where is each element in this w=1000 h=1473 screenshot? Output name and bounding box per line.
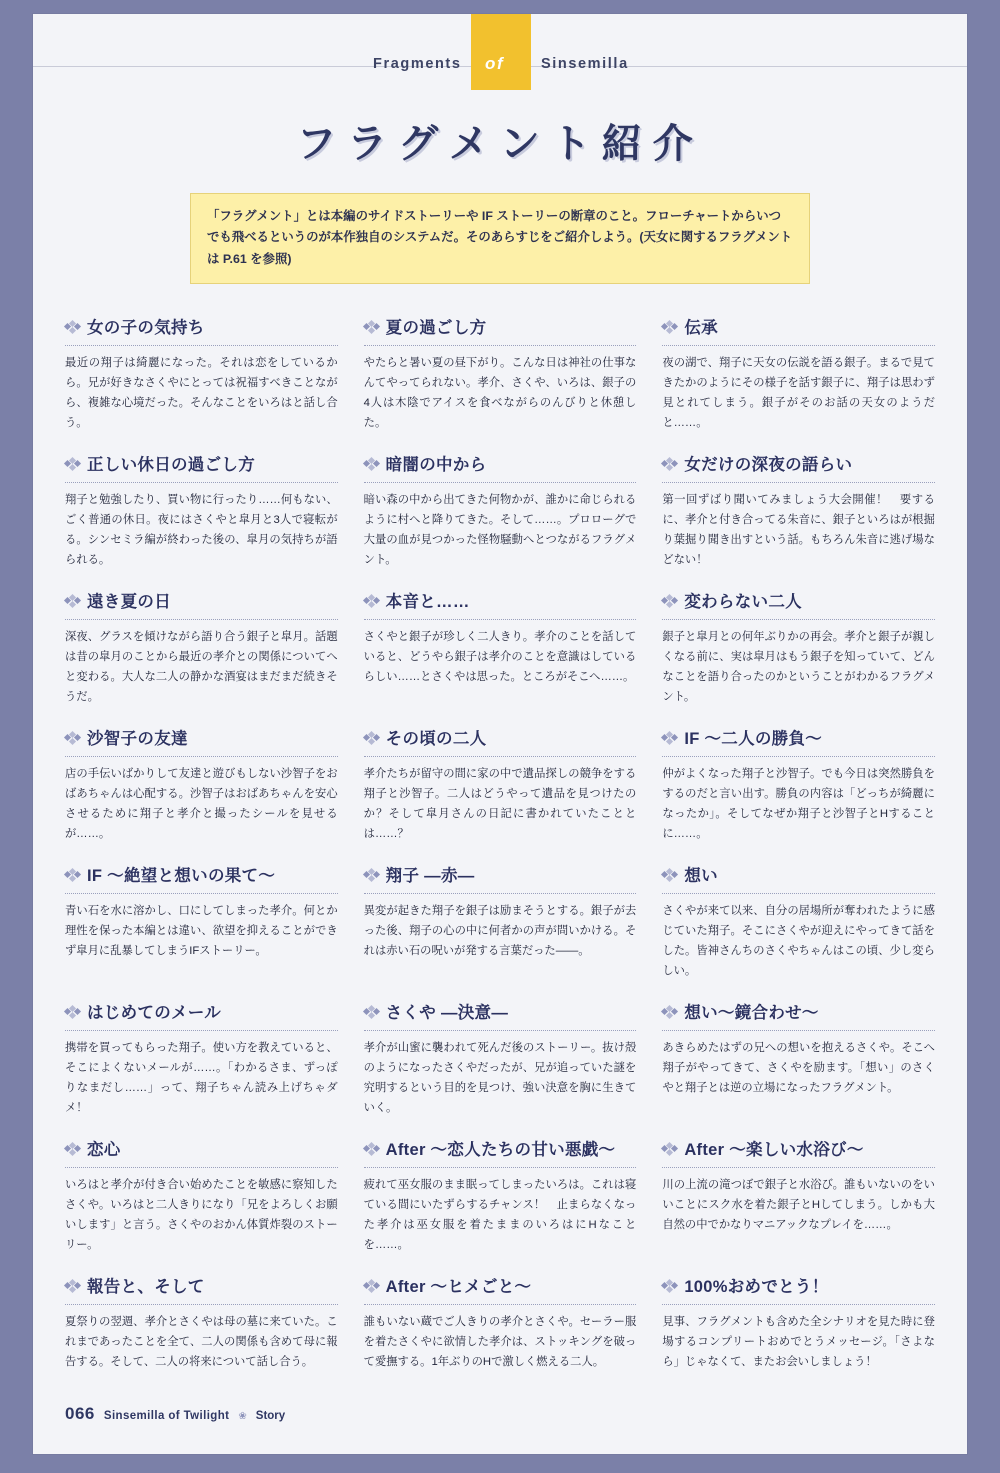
diamond-bullet-icon [662,596,677,611]
fragment-entry [65,729,338,866]
fragment-body: あきらめたはずの兄への想いを抱えるさくや。そこへ翔子がやってきて、さくやを励ます。「想い」のさくやと翔子とは逆の立場になったフラグメント。 [662,1041,935,1094]
diamond-bullet-icon [65,733,80,748]
diamond-bullet-icon [65,1007,80,1022]
diamond-bullet-icon [65,322,80,337]
fragment-head [65,592,338,619]
fragment-title: 変わらない二人 [684,592,802,611]
diamond-bullet-icon [662,322,677,337]
fragment-body: さくやが来て以来、自分の居場所が奪われたように感じていた翔子。そこにさくやが迎えにやってきて話をした。皆神さんちのさくやちゃんはこの頃、少し変らしい。 [662,904,935,977]
fragment-divider [662,1167,935,1168]
fragment-head [364,455,637,482]
fragment-title: After ～楽しい水浴び～ [684,1140,864,1159]
fragment-body: 第一回ずばり聞いてみましょう大会開催！ 要するに、孝介と付き合ってる朱音に、銀子といろはが根掘り葉掘り聞き出すという話。もちろん朱音に逃げ場などない！ [662,493,935,566]
diamond-bullet-icon [364,1281,379,1296]
fragment-title: さくや ―決意― [385,1003,509,1022]
diamond-bullet-icon [65,596,80,611]
fragment-entry [364,1277,637,1394]
fragment-title: 夏の過ごし方 [385,318,487,337]
fragment-entry [364,866,637,1003]
fragment-divider [364,893,637,894]
fragment-head [662,1003,935,1030]
fragment-head [65,1003,338,1030]
fragment-entry [364,318,637,455]
fragment-body: 夜の湖で、翔子に天女の伝説を語る銀子。まるで見てきたかのようにその様子を話す銀子に、翔子は思わず見とれてしまう。銀子がそのお話の天女のようだと……。 [662,356,935,429]
diamond-bullet-icon [662,1281,677,1296]
fragment-divider [364,1030,637,1031]
fragment-body: 異変が起きた翔子を銀子は励まそうとする。銀子が去った後、翔子の心の中に何者かの声が問いかける。それは赤い石の呪いが発する言葉だった――。 [363,904,637,957]
fragment-entry [65,455,338,592]
fragment-body: 疲れて巫女服のまま眠ってしまったいろは。これは寝ている間にいたずらするチャンス！ 止まらなくなった孝介は巫女服を着たままのいろはにHなことを……。 [363,1178,637,1251]
fragment-title: 暗闇の中から [385,455,487,474]
fragment-entry [662,1277,935,1394]
fragment-title: 恋心 [87,1140,121,1159]
fragment-entry [65,592,338,729]
fragment-title: 伝承 [684,318,718,337]
fragment-title: 翔子 ―赤― [385,866,475,885]
fragment-title: はじめてのメール [87,1003,222,1022]
fragment-entry [65,318,338,455]
fragment-divider [65,756,338,757]
fragment-entry [662,1140,935,1277]
fragment-divider [364,1304,637,1305]
diamond-bullet-icon [364,596,379,611]
fragment-title: 沙智子の友達 [87,729,188,748]
fragment-head [662,318,935,345]
fragment-divider [65,482,338,483]
fragment-body: 仲がよくなった翔子と沙智子。でも今日は突然勝負をするのだと言い出す。勝負の内容は「どっちが綺麗になったか」。そしてなぜか翔子と沙智子とHすることに……。 [662,767,935,840]
diamond-bullet-icon [364,1144,379,1159]
page-number: 066 [65,1404,95,1423]
fragment-head [364,318,637,345]
page-sheet [33,14,967,1454]
fragment-divider [662,756,935,757]
diamond-bullet-icon [364,322,379,337]
fragment-divider [65,345,338,346]
diamond-bullet-icon [65,1281,80,1296]
fragment-title: After ～恋人たちの甘い悪戯～ [385,1140,616,1159]
fragment-divider [65,1167,338,1168]
fragment-title: その頃の二人 [385,729,487,748]
fragment-head [65,455,338,482]
fragment-body: 誰もいない蔵でご人きりの孝介とさくや。セーラー服を着たさくやに欲情した孝介は、ストッキングを破って愛撫する。1年ぶりのHで激しく燃える二人。 [363,1315,637,1368]
fragment-entry [662,729,935,866]
fragment-head [662,1277,935,1304]
fragment-head [364,1140,637,1167]
lead-callout: 「フラグメント」とは本編のサイドストーリーや IF ストーリーの断章のこと。フローチャートからいつでも飛べるというのが本作独自のシステムだ。そのあらすじをご紹介しよう。(天女に関するフラグメントは P.61 を参照) [190,193,810,284]
fragment-head [65,729,338,756]
fragment-divider [662,893,935,894]
fragment-title: After ～ヒメごと～ [385,1277,532,1296]
fragment-entry [65,1003,338,1140]
fragment-body: 翔子と勉強したり、買い物に行ったり……何もない、ごく普通の休日。夜にはさくやと皐月と3人で寝転がる。シンセミラ編が終わった後の、皐月の気持ちが語られる。 [65,493,338,566]
fragment-divider [662,1030,935,1031]
fragment-entry [65,866,338,1003]
diamond-bullet-icon [662,459,677,474]
fragment-entry [662,318,935,455]
section-label: Story [255,1410,286,1422]
flower-icon: ❀ [238,1411,247,1422]
diamond-bullet-icon [65,459,80,474]
fragment-body: やたらと暑い夏の昼下がり。こんな日は神社の仕事なんてやってられない。孝介、さくや、いろは、銀子の4人は木陰でアイスを食べながらのんびりと休憩した。 [363,356,637,429]
fragment-title: 想い [684,866,718,885]
fragment-title: 遠き夏の日 [87,592,171,611]
page-footer [65,1404,285,1424]
fragment-entry [662,592,935,729]
fragment-divider [364,619,637,620]
fragment-divider [662,1304,935,1305]
fragment-divider [65,1304,338,1305]
fragment-body: 銀子と皐月との何年ぶりかの再会。孝介と銀子が親しくなる前に、実は皐月はもう銀子を知っていて、どんなことを語り合ったのかということがわかるフラグメント。 [662,630,935,703]
fragment-head [65,1140,338,1167]
fragment-head [662,866,935,893]
diamond-bullet-icon [65,870,80,885]
fragment-title: 正しい休日の過ごし方 [87,455,255,474]
fragment-head [65,1277,338,1304]
diamond-bullet-icon [662,733,677,748]
fragment-body: 携帯を買ってもらった翔子。使い方を教えていると、そこによくないメールが……。「わかるさま、ずっぽりなまだし……」って、翔子ちゃん読み上げちゃダメ！ [65,1041,338,1114]
fragment-divider [662,345,935,346]
fragment-body: 川の上流の滝つぼで銀子と水浴び。誰もいないのをいいことにスク水を着た銀子とHしてしまう。しかも大自然の中でかなりマニアックなプレイを……。 [662,1178,935,1231]
fragment-divider [662,482,935,483]
fragment-entry [364,1140,637,1277]
fragment-head [364,729,637,756]
diamond-bullet-icon [662,1144,677,1159]
fragment-body: 深夜、グラスを傾けながら語り合う銀子と皐月。話題は昔の皐月のことから最近の孝介との関係についてへと変わる。大人な二人の静かな酒宴はまだまだ続きそうだ。 [65,630,338,703]
header-word-fragments: Fragments [373,56,462,72]
fragment-body: 夏祭りの翌週、孝介とさくやは母の墓に来ていた。これまであったことを全て、二人の関係も含めて母に報告する。そして、二人の将来について話し合う。 [65,1315,338,1368]
fragment-divider [364,482,637,483]
header-accent-tab [471,14,531,90]
fragment-head [364,1003,637,1030]
fragment-body: 青い石を水に溶かし、口にしてしまった孝介。何とか理性を保った本編とは違い、欲望を抑えることができず皐月に乱暴してしまうIFストーリー。 [65,904,338,957]
fragment-title: IF ～絶望と想いの果て～ [87,866,276,885]
fragment-entry [662,866,935,1003]
fragment-divider [65,1030,338,1031]
header-word-sinsemilla: Sinsemilla [541,56,629,72]
fragment-entry [364,729,637,866]
fragment-head [364,592,637,619]
fragment-body: 孝介たちが留守の間に家の中で遺品探しの競争をする翔子と沙智子。二人はどうやって遺品を見つけたのか？そして皐月さんの日記に書かれていたこととは……？ [363,767,637,840]
fragment-body: 最近の翔子は綺麗になった。それは恋をしているから。兄が好きなさくやにとっては祝福すべきことながら、複雑な心境だった。そんなことをいろはと話し合う。 [65,356,338,429]
header-word-of: of [485,54,505,73]
fragment-body: 店の手伝いばかりして友達と遊びもしない沙智子をおばあちゃんは心配する。沙智子はおばあちゃんを安心させるために翔子と孝介と撮ったシールを見せるが……。 [65,767,338,840]
fragment-head [662,592,935,619]
fragment-title: 女だけの深夜の語らい [684,455,853,474]
diamond-bullet-icon [364,870,379,885]
fragment-entry [65,1277,338,1394]
diamond-bullet-icon [364,733,379,748]
diamond-bullet-icon [364,1007,379,1022]
page-header [33,14,967,94]
fragment-head [65,318,338,345]
fragment-body: いろはと孝介が付き合い始めたことを敏感に察知したさくや。いろはと二人きりになり「兄をよろしくお願いします」と言う。さくやのおかん体質炸裂のストーリー。 [65,1178,338,1251]
fragment-title: 100%おめでとう！ [684,1277,829,1296]
fragment-body: 孝介が山蜜に襲われて死んだ後のストーリー。抜け殻のようになったさくやだったが、兄が追っていた謎を究明するという目的を見つけ、強い決意を胸に生きていく。 [363,1041,637,1114]
fragment-entry [662,1003,935,1140]
fragment-divider [364,756,637,757]
diamond-bullet-icon [364,459,379,474]
fragment-title: 想い～鏡合わせ～ [684,1003,819,1022]
fragment-entry [364,455,637,592]
book-title: Sinsemilla of Twilight [103,1410,230,1422]
fragment-divider [662,619,935,620]
page-title: フラグメント紹介 [296,122,704,166]
fragment-title: 報告と、そして [87,1277,205,1296]
fragment-head [364,866,637,893]
fragment-entry [65,1140,338,1277]
fragment-entry [662,455,935,592]
fragment-body: 暗い森の中から出てきた何物かが、誰かに命じられるように村へと降りてきた。そして……。プロローグで大量の血が見つかった怪物騒動へとつながるフラグメント。 [363,493,637,566]
fragment-divider [364,345,637,346]
fragment-head [65,866,338,893]
fragment-title: 女の子の気持ち [87,318,205,337]
fragment-body: 見事、フラグメントも含めた全シナリオを見た時に登場するコンプリートおめでとうメッセージ。「さよなら」じゃなくて、またお会いしましょう！ [662,1315,935,1368]
fragment-entry [364,1003,637,1140]
fragment-head [662,729,935,756]
diamond-bullet-icon [662,870,677,885]
fragment-grid [65,318,935,1394]
fragment-head [662,455,935,482]
fragment-title: 本音と…… [385,592,470,611]
fragment-divider [65,619,338,620]
fragment-head [662,1140,935,1167]
fragment-title: IF ～二人の勝負～ [684,729,823,748]
fragment-body: さくやと銀子が珍しく二人きり。孝介のことを話していると、どうやら銀子は孝介のことを意識はしているらしい……とさくやは思った。ところがそこへ……。 [363,630,637,683]
fragment-entry [364,592,637,729]
diamond-bullet-icon [662,1007,677,1022]
fragment-divider [65,893,338,894]
diamond-bullet-icon [65,1144,80,1159]
fragment-divider [364,1167,637,1168]
fragment-head [364,1277,637,1304]
